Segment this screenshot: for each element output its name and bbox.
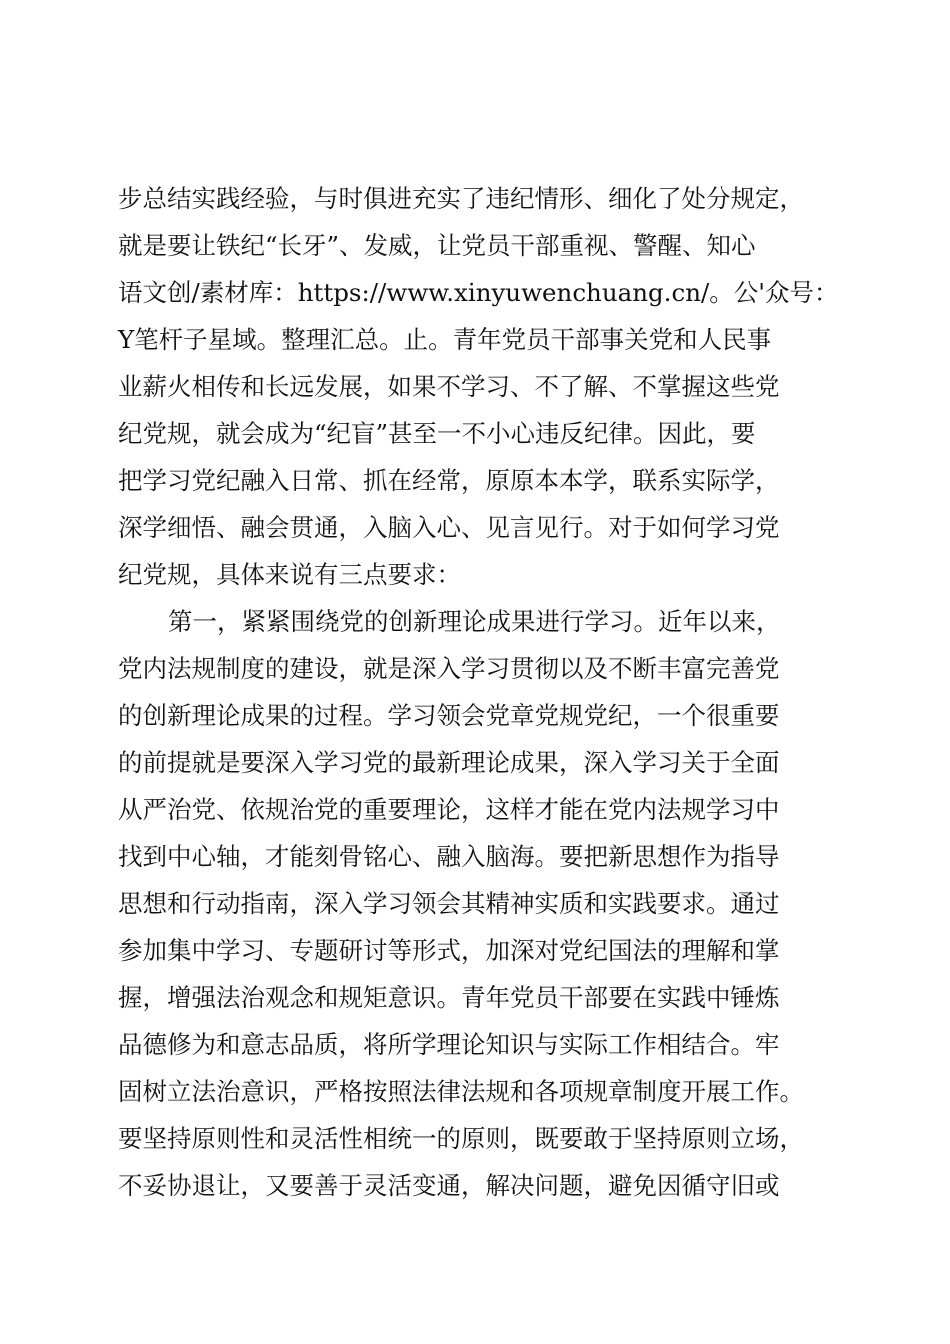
text-line: 找到中心轴，才能刻骨铭心、融入脑海。要把新思想作为指导 (118, 842, 780, 871)
text-line: Y笔杆子星域。整理汇总。止。青年党员干部事关党和人民事 (118, 325, 772, 354)
text-line: 要坚持原则性和灵活性相统一的原则，既要敢于坚持原则立场， (118, 1124, 804, 1153)
text-line: 参加集中学习、专题研讨等形式，加深对党纪国法的理解和掌 (118, 936, 780, 965)
text-line: 从严治党、依规治党的重要理论，这样才能在党内法规学习中 (118, 795, 780, 824)
text-line: 纪党规，具体来说有三点要求： (118, 560, 461, 589)
body-text (118, 175, 838, 1209)
text-line: 的创新理论成果的过程。学习领会党章党规党纪，一个很重要 (118, 701, 780, 730)
paragraph-first-line: 第一，紧紧围绕党的创新理论成果进行学习。近年以来， (168, 607, 781, 636)
text-line: 深学细悟、融会贯通，入脑入心、见言见行。对于如何学习党 (118, 513, 780, 542)
text-line: 固树立法治意识，严格按照法律法规和各项规章制度开展工作。 (118, 1077, 804, 1106)
text-line: 党内法规制度的建设，就是深入学习贯彻以及不断丰富完善党 (118, 654, 780, 683)
text-line: 就是要让铁纪“长牙”、发威，让党员干部重视、警醒、知心 (118, 231, 756, 260)
text-line: 不妥协退让，又要善于灵活变通，解决问题，避免因循守旧或 (118, 1171, 780, 1200)
text-line: 的前提就是要深入学习党的最新理论成果，深入学习关于全面 (118, 748, 780, 777)
text-line: 步总结实践经验，与时俱进充实了违纪情形、细化了处分规定， (118, 184, 804, 213)
text-line: 把学习党纪融入日常、抓在经常，原原本本学，联系实际学， (118, 466, 780, 495)
text-line: 业薪火相传和长远发展，如果不学习、不了解、不掌握这些党 (118, 372, 780, 401)
text-line: 握，增强法治观念和规矩意识。青年党员干部要在实践中锤炼 (118, 983, 780, 1012)
text-line: 语文创/素材库：https://www.xinyuwenchuang.cn/。公'众号： (118, 278, 839, 307)
text-line: 品德修为和意志品质，将所学理论知识与实际工作相结合。牢 (118, 1030, 780, 1059)
text-line: 思想和行动指南，深入学习领会其精神实质和实践要求。通过 (118, 889, 780, 918)
text-line: 纪党规，就会成为“纪盲”甚至一不小心违反纪律。因此，要 (118, 419, 756, 448)
